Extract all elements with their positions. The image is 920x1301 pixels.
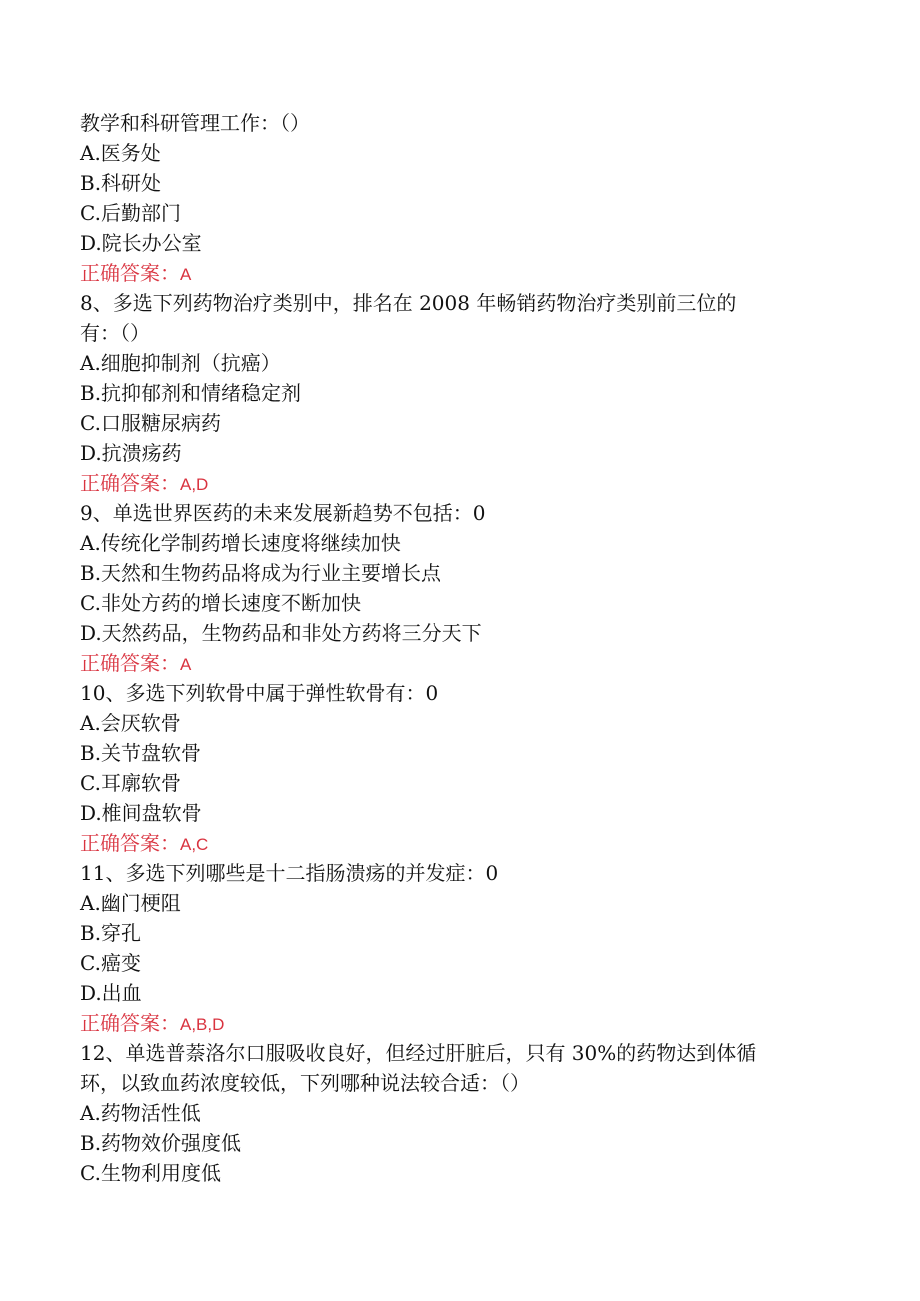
answer-line <box>80 468 800 498</box>
option-c: C.生物利用度低 <box>80 1161 221 1185</box>
answer-label: 正确答案： <box>80 261 180 285</box>
answer-label: 正确答案： <box>80 1011 180 1035</box>
answer-label: 正确答案： <box>80 471 180 495</box>
answer-value: A,C <box>180 835 209 854</box>
option-b: B.穿孔 <box>80 921 142 945</box>
option-a: A.医务处 <box>80 141 161 165</box>
option-a: A.会厌软骨 <box>80 711 181 735</box>
answer-label: 正确答案： <box>80 831 180 855</box>
option-c: C.后勤部门 <box>80 201 181 225</box>
option-d: D.抗溃疡药 <box>80 441 182 465</box>
answer-line <box>80 648 800 678</box>
question-stem: 8、多选下列药物治疗类别中，排名在 2008 年畅销药物治疗类别前三位的 <box>80 291 737 315</box>
question-stem-continued: 环，以致血药浓度较低，下列哪种说法较合适：（） <box>80 1071 530 1095</box>
option-d: D.天然药品，生物药品和非处方药将三分天下 <box>80 621 482 645</box>
option-a: A.幽门梗阻 <box>80 891 181 915</box>
option-d: D.椎间盘软骨 <box>80 801 202 825</box>
answer-value: A,B,D <box>180 1015 225 1034</box>
option-d: D.院长办公室 <box>80 231 202 255</box>
answer-line <box>80 258 800 288</box>
answer-line <box>80 828 800 858</box>
option-c: C.非处方药的增长速度不断加快 <box>80 591 361 615</box>
question-stem: 12、单选普萘洛尔口服吸收良好，但经过肝脏后，只有 30%的药物达到体循 <box>80 1041 757 1065</box>
question-stem-continued: 有：（） <box>80 321 150 345</box>
option-c: C.癌变 <box>80 951 141 975</box>
question-stem: 10、多选下列软骨中属于弹性软骨有：0 <box>80 681 439 705</box>
option-a: A.细胞抑制剂（抗癌） <box>80 351 281 375</box>
option-b: B.抗抑郁剂和情绪稳定剂 <box>80 381 302 405</box>
option-b: B.药物效价强度低 <box>80 1131 242 1155</box>
option-b: B.关节盘软骨 <box>80 741 202 765</box>
option-a: A.传统化学制药增长速度将继续加快 <box>80 531 401 555</box>
option-c: C.口服糖尿病药 <box>80 411 221 435</box>
answer-value: A <box>180 655 192 674</box>
question-stem: 11、多选下列哪些是十二指肠溃疡的并发症：0 <box>80 861 499 885</box>
option-c: C.耳廓软骨 <box>80 771 181 795</box>
answer-label: 正确答案： <box>80 651 180 675</box>
option-b: B.科研处 <box>80 171 162 195</box>
option-b: B.天然和生物药品将成为行业主要增长点 <box>80 561 442 585</box>
document-page <box>80 108 800 1188</box>
option-d: D.出血 <box>80 981 142 1005</box>
question-stem: 教学和科研管理工作：（） <box>80 111 310 135</box>
question-stem: 9、单选世界医药的未来发展新趋势不包括：0 <box>80 501 486 525</box>
answer-line <box>80 1008 800 1038</box>
answer-value: A,D <box>180 475 209 494</box>
answer-value: A <box>180 265 192 284</box>
option-a: A.药物活性低 <box>80 1101 201 1125</box>
